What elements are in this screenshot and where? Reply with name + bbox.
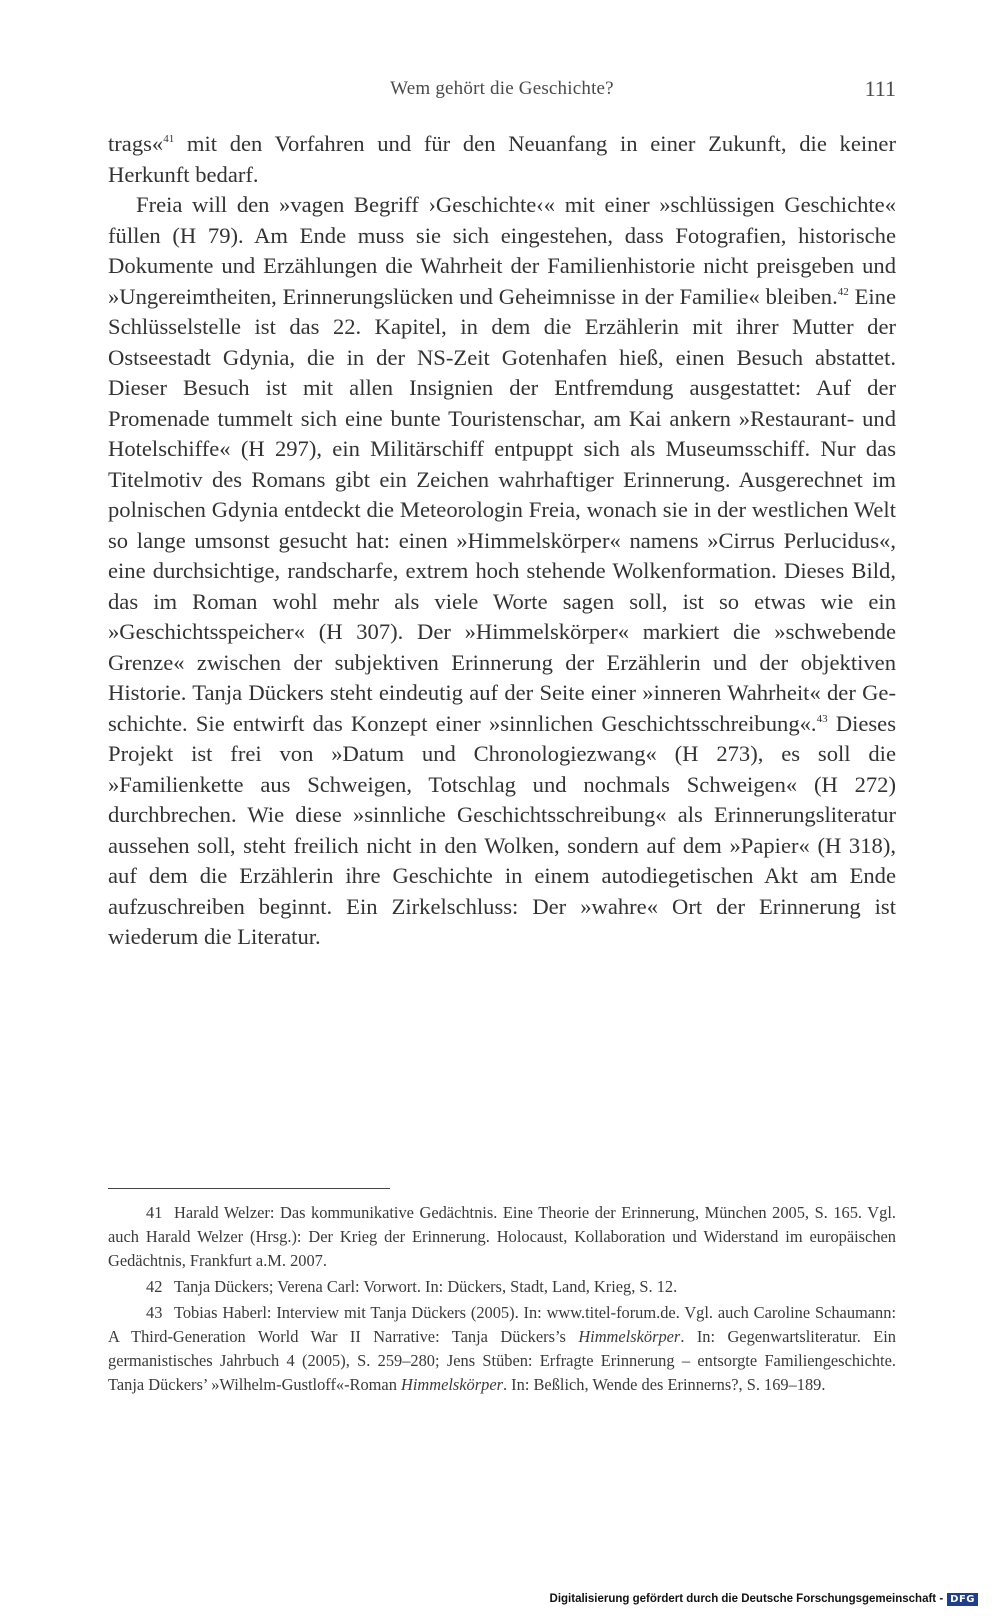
footnote-text: . In: Beßlich, Wende des Erinnerns?, S. 169–189. xyxy=(502,1375,826,1394)
footnote xyxy=(108,1275,896,1299)
footnote xyxy=(108,1201,896,1273)
text-run: mit den Vorfahren und für den Neuanfang in einer Zukunft, die keiner Herkunft bedarf. xyxy=(108,131,896,187)
footnote-divider xyxy=(108,1188,390,1189)
text-run: Freia will den »vagen Begriff ›Geschichte‹« mit einer »schlüssigen Geschichte« füllen (H 79). Am Ende muss sie sich eingestehen, dass Fotografien, historische Dokumente und Erzählungen die Wahrheit der Familienhistorie nicht preisgeben und »Ungereimtheiten, Erinnerungslücken und Geheimnisse in der Familie« bleiben. xyxy=(108,192,896,309)
text-run: trags« xyxy=(108,131,164,156)
footnotes xyxy=(108,1201,896,1399)
footnote-text: Tobias Haberl: Interview mit Tanja Dückers (2005). In: www.titel-forum.de. Vgl. auch Caroline Schaumann: A Third-Generation World War II Narrative: Tanja Dückers’s xyxy=(108,1303,896,1346)
footnote-number: 41 xyxy=(146,1203,163,1222)
dfg-footer xyxy=(550,1590,978,1608)
body-text xyxy=(108,129,896,953)
footnote-text: . In: Gegenwartsliteratur. Ein germanistisches Jahrbuch 4 (2005), S. 259–280; Jens Stüben: Erfragte Erinnerung – entsorgte Familiengeschichte. Tanja Dückers’ »Wilhelm-Gustloff«-Roman xyxy=(108,1327,896,1394)
paragraph xyxy=(108,190,896,953)
footnote-number: 43 xyxy=(146,1303,163,1322)
paragraph xyxy=(108,129,896,190)
footnote-text: Harald Welzer: Das kommunikative Gedächtnis. Eine Theorie der Erinnerung, München 2005, S. 165. Vgl. auch Harald Welzer (Hrsg.): Der Krieg der Erinnerung. Holocaust, Kollaboration und Widerstand im europäischen Gedächtnis, Frankfurt a.M. 2007. xyxy=(108,1203,896,1270)
running-head xyxy=(108,78,896,108)
footnote-ref: 41 xyxy=(163,133,175,145)
footnote xyxy=(108,1301,896,1397)
text-run: Dieses Projekt ist frei von »Datum und Chronologiezwang« (H 273), es soll die »Familienkette aus Schweigen, Totschlag und nochmals Schweigen« (H 272) durchbrechen. Wie diese »sinnliche Geschichtsschreibung« als Erinnerungsliteratur aussehen soll, steht freilich nicht in den Wolken, sondern auf dem »Papier« (H 318), auf dem die Erzählerin ihre Geschichte in einem autodiegetischen Akt am Ende aufzuschreiben beginnt. Ein Zirkelschluss: Der »wahre« Ort der Erinnerung ist wiederum die Literatur. xyxy=(108,710,896,949)
book-title: Himmelskörper xyxy=(578,1327,681,1346)
footnote-text: Tanja Dückers; Verena Carl: Vorwort. In: Dückers, Stadt, Land, Krieg, S. 12. xyxy=(174,1277,678,1296)
dfg-logo-icon: DFG xyxy=(947,1593,978,1606)
footnote-ref: 42 xyxy=(837,285,849,298)
dfg-notice: Digitalisierung gefördert durch die Deutsche Forschungsgemeinschaft - xyxy=(549,1593,944,1605)
text-run: Eine Schlüsselstelle ist das 22. Kapitel, in dem die Erzählerin mit ihrer Mutter der Ostseestadt Gdynia, die in der NS-Zeit Gotenhafen hieß, einen Besuch abstattet. Dieser Besuch ist mit allen Insignien der Entfremdung ausgestattet: Auf der Promenade tummelt sich eine bunte Touristenschar, am Kai ankern »Restaurant- und Hotelschiffe« (H 297), ein Militärschiff entpuppt sich als Museumsschiff. Nur das Titelmotiv des Romans gibt ein Zeichen wahrhaftiger Erinnerung. Ausgerechnet im polnischen Gdynia entdeckt die Meteorologin Freia, wonach sie in der westlichen Welt so lange umsonst gesucht hat: einen »Himmelskörper« namens »Cirrus Perlucidus«, eine durchsichtige, randscharfe, extrem hoch stehende Wolkenformation. Dieses Bild, das im Roman wohl mehr als viele Worte sagen soll, ist so etwas wie ein »Geschichtsspeicher« (H 307). Der »Himmelskörper« markiert die »schwebende Grenze« zwischen der subjektiven Erinnerung der Erzählerin und der objektiven Historie. Tanja Dückers steht eindeutig auf der Seite einer »inneren Wahrheit« der Geschichte. Sie entwirft das Konzept einer »sinnlichen Geschichtsschreibung«. xyxy=(108,283,896,736)
footnote-ref: 43 xyxy=(816,712,828,725)
running-title: Wem gehört die Geschichte? xyxy=(390,78,614,99)
book-title: Himmelskörper xyxy=(401,1375,503,1394)
page-number: 111 xyxy=(864,76,896,101)
footnote-number: 42 xyxy=(146,1277,163,1296)
